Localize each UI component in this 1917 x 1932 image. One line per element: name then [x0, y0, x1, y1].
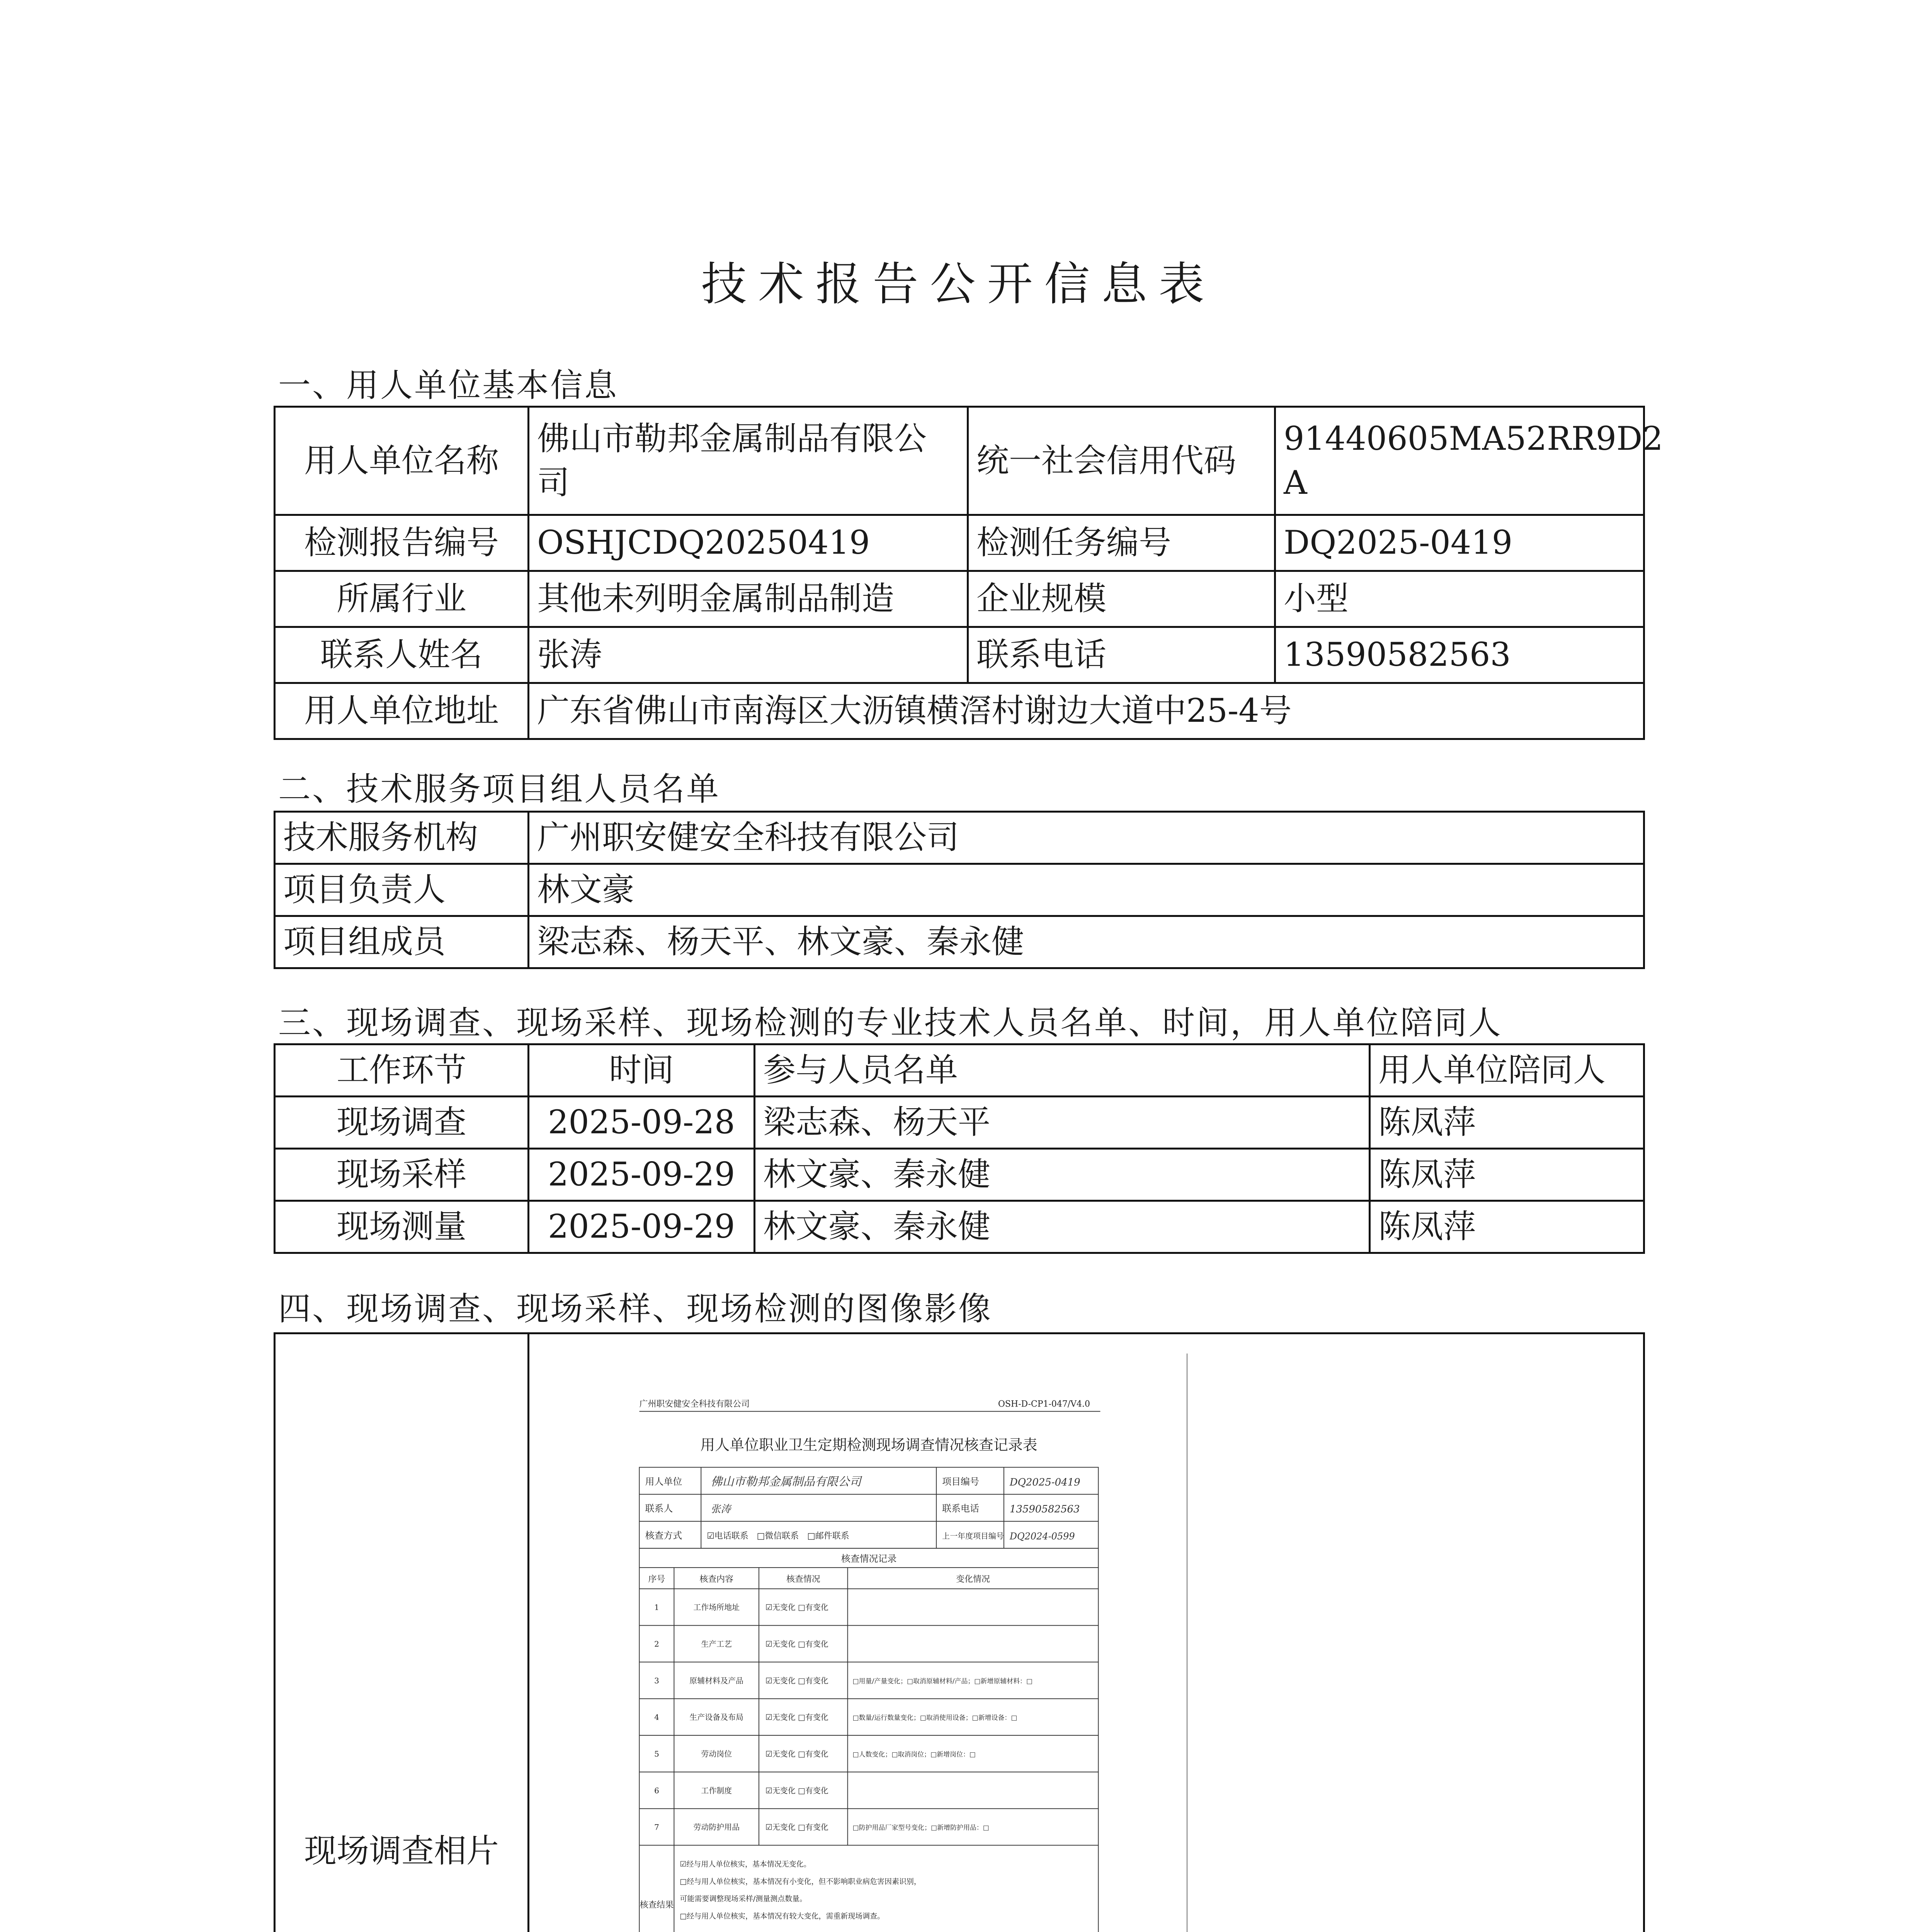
form-result-lines: [680, 1860, 921, 1920]
svg-text:1: 1: [654, 1602, 659, 1612]
form-unit-value: 佛山市勒邦金属制品有限公司: [711, 1475, 861, 1489]
task-no-value: DQ2025-0419: [1275, 515, 1644, 571]
credit-code-label: 统一社会信用代码: [968, 407, 1275, 515]
form-col-no: 序号: [648, 1574, 665, 1584]
form-col-change: 变化情况: [956, 1574, 990, 1584]
leader-value: 林文豪: [529, 864, 1644, 916]
svg-text:2: 2: [654, 1639, 659, 1649]
participants: 林文豪、秦永健: [755, 1149, 1370, 1201]
form-contact-label: 联系人: [645, 1503, 673, 1514]
svg-text:工作场所地址: 工作场所地址: [693, 1602, 740, 1612]
table-row: [275, 1201, 1644, 1253]
svg-text:6: 6: [654, 1786, 659, 1795]
header-escort: 用人单位陪同人: [1370, 1044, 1644, 1097]
svg-text:工作制度: 工作制度: [701, 1786, 732, 1795]
svg-text:劳动防护用品: 劳动防护用品: [693, 1822, 740, 1832]
svg-text:☑无变化 □有变化: ☑无变化 □有变化: [765, 1639, 828, 1649]
form-unit-label: 用人单位: [645, 1476, 682, 1487]
form-record-heading: 核查情况记录: [841, 1553, 897, 1564]
industry-label: 所属行业: [275, 571, 529, 627]
header-work-stage: 工作环节: [275, 1044, 529, 1097]
form-company: 广州职安健安全科技有限公司: [639, 1399, 750, 1409]
svg-text:☑无变化 □有变化: ☑无变化 □有变化: [765, 1749, 828, 1759]
svg-text:□用量/产量变化；□取消原辅材料/产品；□新增原辅材料：□: □用量/产量变化；□取消原辅材料/产品；□新增原辅材料：□: [852, 1677, 1033, 1685]
svg-text:☑无变化 □有变化: ☑无变化 □有变化: [765, 1602, 828, 1612]
section2-heading: 二、技术服务项目组人员名单: [278, 770, 721, 808]
photo-label: 现场调查相片: [275, 1333, 529, 1932]
credit-code-value: 91440605MA52RR9D2 A: [1275, 407, 1644, 515]
svg-text:□防护用品厂家型号变化；□新增防护用品：□: □防护用品厂家型号变化；□新增防护用品：□: [852, 1823, 989, 1832]
form-phone-value: 13590582563: [1009, 1503, 1080, 1515]
svg-text:3: 3: [654, 1676, 659, 1685]
svg-text:□人数变化；□取消岗位；□新增岗位：□: □人数变化；□取消岗位；□新增岗位：□: [852, 1750, 976, 1758]
form-col-content: 核查内容: [699, 1574, 734, 1584]
section1-heading: 一、用人单位基本信息: [278, 366, 619, 404]
table-row: [275, 1097, 1644, 1149]
work-date: 2025-09-29: [529, 1149, 755, 1201]
industry-value: 其他未列明金属制品制造: [529, 571, 968, 627]
section4-heading: 四、现场调查、现场采样、现场检测的图像影像: [278, 1290, 993, 1328]
form-items: [654, 1603, 1032, 1832]
address-label: 用人单位地址: [275, 683, 529, 739]
form-contact-value: 张涛: [711, 1503, 731, 1515]
svg-text:☑无变化 □有变化: ☑无变化 □有变化: [765, 1822, 828, 1832]
unit-name-label: 用人单位名称: [275, 407, 529, 515]
svg-text:4: 4: [654, 1713, 659, 1722]
form-doc-code: OSH-D-CP1-047/V4.0: [998, 1399, 1090, 1409]
photo-cell: [529, 1333, 1644, 1932]
svg-text:□经与用人单位核实，基本情况有较大变化，需重新现场调查。: □经与用人单位核实，基本情况有较大变化，需重新现场调查。: [680, 1912, 885, 1921]
escort: 陈凤萍: [1370, 1149, 1644, 1201]
svg-text:可能需要调整现场采样/测量测点数量。: 可能需要调整现场采样/测量测点数量。: [680, 1895, 807, 1903]
report-no-label: 检测报告编号: [275, 515, 529, 571]
scale-value: 小型: [1275, 571, 1644, 627]
work-date: 2025-09-28: [529, 1097, 755, 1149]
form-method-label: 核查方式: [645, 1530, 682, 1541]
org-value: 广州职安健安全科技有限公司: [529, 812, 1644, 864]
work-stage: 现场调查: [275, 1097, 529, 1149]
page-title: 技术报告公开信息表: [701, 257, 1216, 311]
svg-text:生产设备及布局: 生产设备及布局: [689, 1713, 744, 1722]
svg-text:☑无变化 □有变化: ☑无变化 □有变化: [765, 1676, 828, 1685]
form-last-no-label: 上一年度项目编号: [942, 1531, 1004, 1541]
form-col-status: 核查情况: [786, 1574, 820, 1584]
org-label: 技术服务机构: [275, 812, 529, 864]
svg-text:7: 7: [654, 1822, 659, 1832]
svg-text:劳动岗位: 劳动岗位: [701, 1749, 732, 1759]
svg-text:□数量/运行数量变化；□取消使用设备；□新增设备：□: □数量/运行数量变化；□取消使用设备；□新增设备：□: [852, 1714, 1017, 1722]
svg-text:☑无变化 □有变化: ☑无变化 □有变化: [765, 1713, 828, 1722]
team-table: [274, 811, 1645, 969]
svg-text:☑无变化 □有变化: ☑无变化 □有变化: [765, 1786, 828, 1795]
contact-value: 张涛: [529, 627, 968, 683]
table-row: [275, 1149, 1644, 1201]
header-participants: 参与人员名单: [755, 1044, 1370, 1097]
phone-label: 联系电话: [968, 627, 1275, 683]
svg-text:□经与用人单位核实，基本情况有小变化，但不影响职业病危害因素: □经与用人单位核实，基本情况有小变化，但不影响职业病危害因素识别，: [680, 1877, 921, 1886]
svg-text:原辅材料及产品: 原辅材料及产品: [689, 1676, 744, 1685]
escort: 陈凤萍: [1370, 1201, 1644, 1253]
escort: 陈凤萍: [1370, 1097, 1644, 1149]
form-last-no: DQ2024-0599: [1009, 1531, 1075, 1542]
work-stage: 现场测量: [275, 1201, 529, 1253]
svg-text:☑经与用人单位核实，基本情况无变化。: ☑经与用人单位核实，基本情况无变化。: [680, 1860, 811, 1869]
section3-heading: 三、现场调查、现场采样、现场检测的专业技术人员名单、时间，用人单位陪同人: [278, 1004, 1503, 1042]
form-phone-label: 联系电话: [942, 1503, 979, 1514]
scale-label: 企业规模: [968, 571, 1275, 627]
contact-label: 联系人姓名: [275, 627, 529, 683]
unit-name-value: 佛山市勒邦金属制品有限公 司: [529, 407, 968, 515]
svg-text:5: 5: [654, 1749, 659, 1759]
work-date: 2025-09-29: [529, 1201, 755, 1253]
form-project-no: DQ2025-0419: [1009, 1476, 1080, 1488]
basic-info-table: [274, 406, 1663, 740]
work-stage: 现场采样: [275, 1149, 529, 1201]
address-value: 广东省佛山市南海区大沥镇横滘村谢边大道中25-4号: [529, 683, 1644, 739]
form-project-no-label: 项目编号: [942, 1476, 979, 1487]
report-no-value: OSHJCDQ20250419: [529, 515, 968, 571]
photo-table: [274, 1332, 1645, 1932]
form-method-opts: ☑电话联系 □微信联系 □邮件联系: [707, 1531, 849, 1541]
svg-text:生产工艺: 生产工艺: [701, 1639, 732, 1649]
form-title: 用人单位职业卫生定期检测现场调查情况核查记录表: [700, 1436, 1038, 1454]
phone-value: 13590582563: [1275, 627, 1644, 683]
members-value: 梁志森、杨天平、林文豪、秦永健: [529, 916, 1644, 968]
leader-label: 项目负责人: [275, 864, 529, 916]
header-time: 时间: [529, 1044, 755, 1097]
participants: 林文豪、秦永健: [755, 1201, 1370, 1253]
field-work-table: [274, 1043, 1645, 1254]
form-result-label: 核查结果: [640, 1900, 674, 1910]
members-label: 项目组成员: [275, 916, 529, 968]
scanned-form-photo: [529, 1334, 1643, 1932]
participants: 梁志森、杨天平: [755, 1097, 1370, 1149]
task-no-label: 检测任务编号: [968, 515, 1275, 571]
